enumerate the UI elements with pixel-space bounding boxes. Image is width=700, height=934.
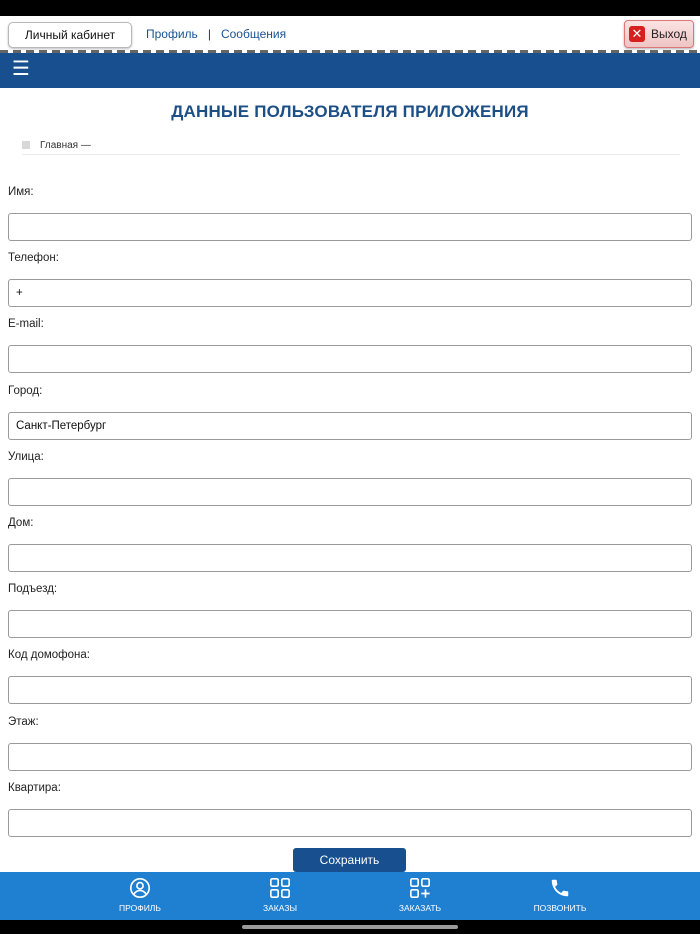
home-indicator[interactable]: [242, 925, 458, 929]
profile-icon: [129, 877, 151, 899]
nav-orders[interactable]: [225, 877, 335, 913]
field-phone: [8, 252, 692, 318]
field-apartment: [8, 782, 692, 848]
nav-order-new[interactable]: [365, 877, 475, 913]
field-street: [8, 451, 692, 517]
close-icon: ✕: [629, 26, 645, 42]
field-city: [8, 385, 692, 451]
exit-button[interactable]: [624, 20, 694, 48]
phone-icon: [549, 877, 571, 899]
user-data-form: [8, 186, 692, 848]
personal-cabinet-button[interactable]: Личный кабинет: [8, 22, 132, 48]
field-entrance: [8, 583, 692, 649]
apartment-input[interactable]: [8, 809, 692, 837]
nav-bar: [0, 53, 700, 88]
name-input[interactable]: [8, 213, 692, 241]
bottom-nav: [0, 872, 700, 920]
top-bar: [0, 16, 700, 52]
field-email: [8, 318, 692, 384]
nav-call[interactable]: [505, 877, 615, 913]
house-input[interactable]: [8, 544, 692, 572]
nav-orders-label: ЗАКАЗЫ: [263, 903, 297, 913]
messages-link[interactable]: Сообщения: [220, 27, 287, 41]
breadcrumb-home[interactable]: Главная —: [40, 140, 91, 151]
breadcrumb-square-icon: [22, 141, 30, 149]
field-label: Город:: [8, 384, 43, 397]
field-label: E-mail:: [8, 318, 44, 331]
top-links: [146, 27, 286, 41]
street-input[interactable]: [8, 478, 692, 506]
entrance-input[interactable]: [8, 610, 692, 638]
field-label: Телефон:: [8, 252, 59, 265]
field-intercom: [8, 649, 692, 715]
field-label: Этаж:: [8, 715, 39, 728]
nav-order-new-label: ЗАКАЗАТЬ: [398, 903, 442, 913]
breadcrumb: [22, 140, 680, 155]
field-label: Квартира:: [8, 781, 61, 794]
status-bar: [0, 0, 700, 16]
field-label: Улица:: [8, 450, 44, 463]
intercom-code-input[interactable]: [8, 676, 692, 704]
exit-label: Выход: [651, 27, 687, 41]
field-name: [8, 186, 692, 252]
nav-profile-label: ПРОФИЛЬ: [119, 903, 161, 913]
field-label: Код домофона:: [8, 649, 90, 662]
nav-call-label: ПОЗВОНИТЬ: [533, 903, 587, 913]
field-floor: [8, 716, 692, 782]
page-title: ДАННЫЕ ПОЛЬЗОВАТЕЛЯ ПРИЛОЖЕНИЯ: [171, 102, 529, 121]
field-house: [8, 517, 692, 583]
orders-grid-icon: [269, 877, 291, 899]
nav-profile[interactable]: [85, 877, 195, 913]
save-button[interactable]: Сохранить: [293, 848, 406, 872]
field-label: Подъезд:: [8, 583, 58, 596]
field-label: Дом:: [8, 516, 34, 529]
email-input[interactable]: [8, 345, 692, 373]
link-separator: |: [207, 27, 211, 41]
order-add-icon: [409, 877, 431, 899]
field-label: Имя:: [8, 186, 34, 198]
floor-input[interactable]: [8, 743, 692, 771]
city-input[interactable]: [8, 412, 692, 440]
phone-input[interactable]: [8, 279, 692, 307]
hamburger-menu-icon[interactable]: ☰: [12, 58, 30, 80]
profile-link[interactable]: Профиль: [146, 27, 198, 41]
